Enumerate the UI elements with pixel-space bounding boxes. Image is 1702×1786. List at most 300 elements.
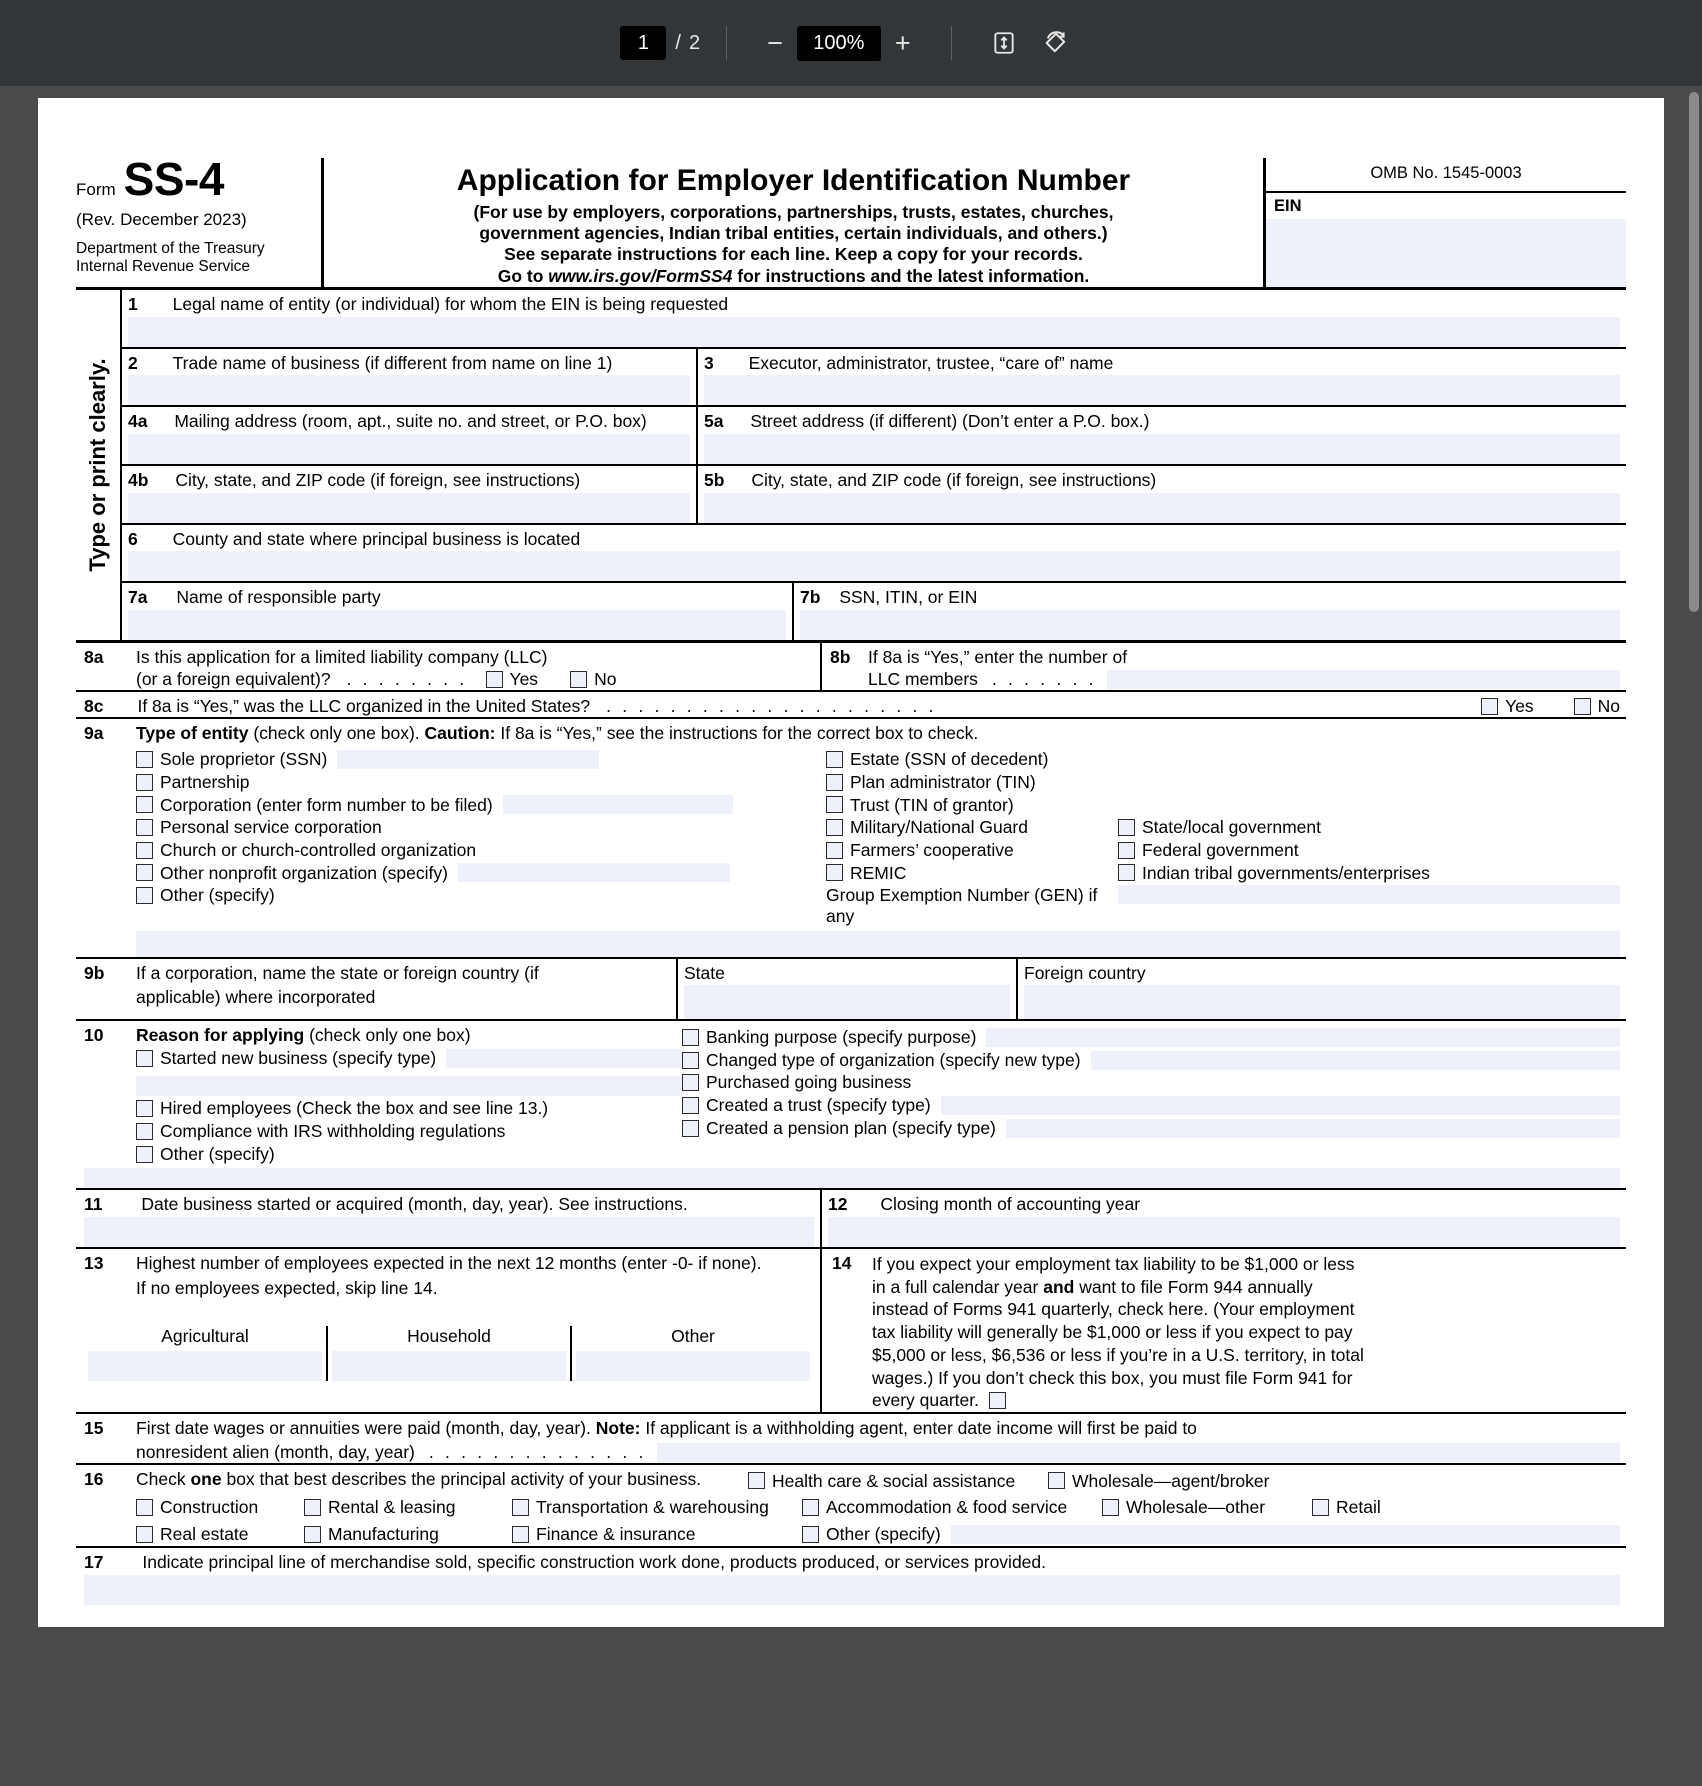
gen-input-wrap: [1118, 885, 1620, 904]
entity-option-plan-administrator[interactable]: [826, 772, 1118, 793]
foreign-country-input[interactable]: [1024, 985, 1620, 1019]
line-14-text-2a: in a full calendar year: [872, 1276, 1044, 1297]
line-9a-label: [136, 723, 1620, 744]
line-17-label: Indicate principal line of merchandise sold, specific construction work done, products produced, or services provided.: [142, 1552, 1047, 1573]
corporation-label: Corporation (enter form number to be filed): [160, 794, 493, 815]
state-local-gov-checkbox[interactable]: [1118, 819, 1135, 836]
purchased-going-business-label: Purchased going business: [706, 1072, 912, 1093]
started-new-business-extra-input[interactable]: [136, 1076, 682, 1096]
entity-option-indian-tribal[interactable]: [1118, 863, 1620, 884]
line-8a-no-checkbox[interactable]: [570, 671, 587, 688]
line-16-label-a: Check: [136, 1468, 191, 1489]
construction-checkbox[interactable]: [136, 1499, 153, 1516]
personal-service-corp-label: Personal service corporation: [160, 817, 382, 838]
page-bottom-clip: [76, 1605, 1626, 1627]
form-title-block: [324, 158, 1266, 287]
changed-type-label: Changed type of organization (specify new type): [706, 1049, 1081, 1070]
line-8a-label-1: Is this application for a limited liability company (LLC): [136, 646, 548, 667]
line-8c-no-checkbox[interactable]: [1574, 698, 1591, 715]
compliance-checkbox[interactable]: [136, 1123, 153, 1140]
farmers-coop-label: Farmers’ cooperative: [850, 839, 1014, 860]
accommodation-checkbox[interactable]: [802, 1499, 819, 1516]
line-4b-input[interactable]: [128, 493, 690, 523]
line-3-input[interactable]: [704, 375, 1620, 405]
health-care-label: Health care & social assistance: [772, 1470, 1016, 1491]
church-label: Church or church-controlled organization: [160, 839, 477, 860]
created-pension-plan-input[interactable]: [1006, 1119, 1620, 1138]
form-row-4a-5a: [122, 405, 1626, 464]
entity-option-corporation[interactable]: [136, 795, 826, 816]
corporation-input[interactable]: [503, 795, 733, 814]
line-7a-label: Name of responsible party: [176, 587, 381, 608]
form-row-9b: [76, 957, 1626, 1020]
line-11-input[interactable]: [84, 1217, 814, 1247]
form-row-10: [76, 1019, 1626, 1188]
form-word: Form: [76, 180, 116, 199]
wholesale-other-checkbox[interactable]: [1102, 1499, 1119, 1516]
real-estate-checkbox[interactable]: [136, 1526, 153, 1543]
activity-option-accommodation[interactable]: [802, 1497, 1102, 1518]
line-5b-label: City, state, and ZIP code (if foreign, see instructions): [751, 469, 1157, 490]
pdf-viewport: [0, 86, 1702, 1627]
created-pension-plan-label: Created a pension plan (specify type): [706, 1117, 996, 1138]
reason-other-specify-input[interactable]: [84, 1168, 1620, 1188]
form-row-7: [122, 581, 1626, 640]
line-1-number: 1: [128, 293, 138, 314]
created-trust-label: Created a trust (specify type): [706, 1095, 931, 1116]
line-16-label-b: box that best describes the principal activity of your business.: [221, 1468, 702, 1489]
entity-option-remic[interactable]: [826, 863, 1118, 884]
line-7a-input[interactable]: [128, 610, 786, 640]
line-8c-no-label: No: [1597, 696, 1620, 717]
omb-ein-block: [1266, 158, 1626, 287]
activity-option-manufacturing[interactable]: [304, 1524, 512, 1545]
line-2-label: Trade name of business (if different from name on line 1): [172, 352, 613, 373]
estate-label: Estate (SSN of decedent): [850, 749, 1049, 770]
scrollbar-thumb[interactable]: [1689, 92, 1699, 612]
line-8a-yes-checkbox[interactable]: [486, 671, 503, 688]
rental-leasing-checkbox[interactable]: [304, 1499, 321, 1516]
zoom-controls: [753, 26, 925, 61]
gen-input[interactable]: [1118, 885, 1620, 904]
activity-option-other[interactable]: [802, 1524, 1620, 1545]
line-15-text-b: If applicant is a withholding agent, enter date income will first be paid to: [640, 1418, 1197, 1439]
department-line-2: Internal Revenue Service: [76, 257, 251, 275]
line-9b-label-1: If a corporation, name the state or foreign country (if: [136, 962, 539, 983]
line-16-number: 16: [84, 1468, 104, 1489]
activity-option-retail[interactable]: [1312, 1497, 1620, 1518]
purchased-going-business-checkbox[interactable]: [682, 1074, 699, 1091]
line-9a-label-end: If 8a is “Yes,” see the instructions for the correct box to check.: [495, 722, 979, 743]
line-12-input[interactable]: [828, 1217, 1620, 1247]
field-state: [676, 959, 1016, 1020]
field-line-5b: [696, 466, 1626, 523]
field-line-1: [122, 290, 1626, 347]
line-4a-label: Mailing address (room, apt., suite no. and street, or P.O. box): [174, 411, 647, 432]
personal-service-corp-checkbox[interactable]: [136, 819, 153, 836]
sole-proprietor-checkbox[interactable]: [136, 751, 153, 768]
reason-option-created-trust[interactable]: [682, 1095, 1620, 1116]
fit-page-icon[interactable]: [984, 25, 1024, 61]
hired-employees-label: Hired employees (Check the box and see line 13.): [160, 1098, 549, 1119]
page-title: Application for Employer Identification Number: [456, 164, 1131, 197]
line-15-text-c: nonresident alien (month, day, year): [136, 1441, 415, 1462]
entity-other-checkbox[interactable]: [136, 887, 153, 904]
household-input[interactable]: [332, 1351, 566, 1381]
other-nonprofit-input[interactable]: [458, 863, 730, 882]
activity-option-real-estate[interactable]: [136, 1524, 304, 1545]
plan-administrator-label: Plan administrator (TIN): [850, 772, 1036, 793]
col-household-label: Household: [407, 1326, 491, 1347]
line-2-input[interactable]: [128, 375, 690, 405]
field-line-8a: [76, 643, 820, 690]
department-line-1: Department of the Treasury: [76, 239, 265, 257]
line-5a-input[interactable]: [704, 434, 1620, 464]
zoom-in-button[interactable]: +: [881, 30, 925, 57]
ein-label: EIN: [1274, 197, 1302, 216]
line-6-label: County and state where principal business is located: [172, 528, 581, 549]
field-line-7b: [792, 583, 1626, 640]
field-line-6: [122, 525, 1626, 582]
reason-option-purchased-going-business[interactable]: [682, 1072, 1620, 1093]
line-5b-number: 5b: [704, 469, 725, 490]
col-household: [326, 1326, 570, 1381]
form-row-17: [76, 1546, 1626, 1605]
line-14-text-2: [872, 1276, 1620, 1299]
col-agricultural: [84, 1326, 326, 1381]
form-row-2-3: [122, 347, 1626, 406]
line-9b-label-2: applicable) where incorporated: [136, 987, 376, 1008]
started-new-business-checkbox[interactable]: [136, 1050, 153, 1067]
rental-leasing-label: Rental & leasing: [328, 1497, 456, 1518]
entity-option-sole-proprietor[interactable]: [136, 749, 826, 770]
form-row-11-12: [76, 1188, 1626, 1247]
line-3-label: Executor, administrator, trustee, “care of” name: [748, 352, 1114, 373]
zoom-level[interactable]: 100%: [797, 26, 881, 61]
real-estate-label: Real estate: [160, 1523, 249, 1544]
reason-option-hired-employees[interactable]: [136, 1098, 682, 1119]
changed-type-checkbox[interactable]: [682, 1052, 699, 1069]
line-12-number: 12: [828, 1194, 848, 1215]
field-line-10: [76, 1021, 1626, 1188]
field-line-5a: [696, 407, 1626, 464]
manufacturing-checkbox[interactable]: [304, 1526, 321, 1543]
line-14-text-1: If you expect your employment tax liability to be $1,000 or less: [872, 1253, 1355, 1274]
entity-option-farmers-coop[interactable]: [826, 840, 1118, 861]
sole-proprietor-label: Sole proprietor (SSN): [160, 749, 328, 770]
page-separator: /: [675, 31, 681, 54]
line-8a-number: 8a: [84, 646, 104, 667]
pdf-toolbar: [0, 0, 1702, 86]
line-14-text-4: tax liability will generally be $1,000 or less if you expect to pay: [872, 1322, 1353, 1343]
entity-option-personal-service-corp[interactable]: [136, 817, 826, 838]
line-14-text-2c: want to file Form 944 annually: [1074, 1276, 1313, 1297]
field-line-13: [76, 1249, 820, 1412]
page-navigation: [620, 26, 700, 60]
federal-gov-label: Federal government: [1142, 839, 1299, 860]
church-checkbox[interactable]: [136, 842, 153, 859]
line-3-number: 3: [704, 352, 714, 373]
line-8c-number: 8c: [84, 696, 104, 717]
field-line-2: [122, 349, 696, 406]
line-8b-label-2: LLC members: [868, 669, 978, 690]
page-total: 2: [688, 31, 701, 54]
subtitle-line-4: [336, 266, 1251, 287]
line-15-note: Note:: [595, 1418, 641, 1439]
line-8a-label-2: (or a foreign equivalent)?: [136, 669, 331, 690]
form-header: [76, 153, 1626, 287]
line-10-number: 10: [84, 1025, 104, 1046]
omb-number: OMB No. 1545-0003: [1266, 158, 1626, 193]
reason-option-changed-type[interactable]: [682, 1050, 1620, 1071]
sidebar-type-or-print: [76, 290, 122, 640]
field-line-4a: [122, 407, 696, 464]
line-17-number: 17: [84, 1552, 104, 1573]
field-line-8b: [820, 643, 1626, 690]
finance-insurance-label: Finance & insurance: [536, 1523, 696, 1544]
form-page: [38, 98, 1664, 1627]
entity-option-state-local-gov[interactable]: [1118, 817, 1620, 838]
field-line-17: [76, 1548, 1626, 1605]
line-4b-label: City, state, and ZIP code (if foreign, see instructions): [175, 469, 581, 490]
remic-label: REMIC: [850, 862, 907, 883]
form-row-9a: [76, 717, 1626, 957]
line-5b-input[interactable]: [704, 493, 1620, 523]
other-nonprofit-checkbox[interactable]: [136, 864, 153, 881]
indian-tribal-checkbox[interactable]: [1118, 864, 1135, 881]
line-15-dots: . . . . . . . . . . . . . .: [428, 1441, 647, 1462]
activity-option-rental-leasing[interactable]: [304, 1497, 512, 1518]
finance-insurance-checkbox[interactable]: [512, 1526, 529, 1543]
line-11-label: Date business started or acquired (month, day, year). See instructions.: [141, 1194, 688, 1215]
entity-option-federal-gov[interactable]: [1118, 840, 1620, 861]
form-row-15: [76, 1412, 1626, 1462]
activity-other-input[interactable]: [951, 1525, 1620, 1544]
hired-employees-checkbox[interactable]: [136, 1100, 153, 1117]
line-9a-number: 9a: [84, 722, 104, 743]
entity-option-estate[interactable]: [826, 749, 1118, 770]
entity-option-church[interactable]: [136, 840, 826, 861]
page-number-input[interactable]: [620, 26, 666, 60]
field-line-15: [76, 1414, 1626, 1462]
line-15-number: 15: [84, 1418, 104, 1439]
line-16-label-bold: one: [190, 1468, 222, 1489]
zoom-out-button[interactable]: −: [753, 30, 797, 57]
entity-option-partnership[interactable]: [136, 772, 826, 793]
partnership-label: Partnership: [160, 772, 250, 793]
line-15-text-a: First date wages or annuities were paid (month, day, year).: [136, 1418, 596, 1439]
field-line-7a: [122, 583, 792, 640]
reason-option-other[interactable]: [136, 1144, 682, 1165]
line-16-label: [136, 1469, 748, 1490]
created-trust-input[interactable]: [941, 1096, 1620, 1115]
line-6-input[interactable]: [128, 551, 1620, 581]
line-8c-dots: . . . . . . . . . . . . . . . . . . . . .: [606, 696, 937, 717]
field-line-14: [820, 1249, 1626, 1412]
banking-input[interactable]: [986, 1028, 1620, 1047]
reason-option-created-pension-plan[interactable]: [682, 1118, 1620, 1139]
form-row-16: [76, 1463, 1626, 1547]
line-15-input[interactable]: [657, 1443, 1620, 1462]
line-8b-dots: . . . . . . .: [991, 669, 1097, 690]
state-label: State: [684, 962, 725, 983]
col-agricultural-label: Agricultural: [161, 1326, 249, 1347]
remic-checkbox[interactable]: [826, 864, 843, 881]
form-number: SS-4: [123, 153, 224, 205]
activity-option-wholesale-agent[interactable]: [1048, 1471, 1620, 1492]
field-foreign-country: [1016, 959, 1626, 1020]
line-10-label-rest: (check only one box): [304, 1025, 471, 1046]
wholesale-agent-label: Wholesale—agent/broker: [1072, 1470, 1270, 1491]
banking-label: Banking purpose (specify purpose): [706, 1027, 977, 1048]
line-8c-yes-label: Yes: [1505, 696, 1534, 717]
gen-label-wrap: [826, 885, 1118, 926]
created-trust-checkbox[interactable]: [682, 1097, 699, 1114]
reason-option-compliance[interactable]: [136, 1121, 682, 1142]
rotate-icon[interactable]: [1036, 25, 1076, 61]
line-14-number: 14: [832, 1252, 852, 1273]
activity-other-checkbox[interactable]: [802, 1526, 819, 1543]
line-14-text-6: wages.) If you don’t check this box, you must file Form 941 for: [872, 1367, 1353, 1388]
form-revision: (Rev. December 2023): [76, 209, 247, 229]
reason-option-banking[interactable]: [682, 1027, 1620, 1048]
started-new-business-input[interactable]: [446, 1049, 682, 1068]
activity-option-health-care[interactable]: [748, 1471, 1048, 1492]
estate-checkbox[interactable]: [826, 751, 843, 768]
partnership-checkbox[interactable]: [136, 774, 153, 791]
other-nonprofit-label: Other nonprofit organization (specify): [160, 862, 448, 883]
wholesale-agent-checkbox[interactable]: [1048, 1472, 1065, 1489]
farmers-coop-checkbox[interactable]: [826, 842, 843, 859]
agricultural-input[interactable]: [88, 1351, 322, 1381]
reason-other-checkbox[interactable]: [136, 1146, 153, 1163]
form-row-13-14: [76, 1247, 1626, 1412]
line-8a-no-label: No: [594, 669, 617, 690]
plan-administrator-checkbox[interactable]: [826, 774, 843, 791]
line-1-label: Legal name of entity (or individual) for whom the EIN is being requested: [172, 293, 729, 314]
activity-option-construction[interactable]: [136, 1497, 304, 1518]
sole-proprietor-input[interactable]: [337, 750, 599, 769]
changed-type-input[interactable]: [1091, 1051, 1620, 1070]
reason-other-label: Other (specify): [160, 1143, 275, 1164]
line-7b-label: SSN, ITIN, or EIN: [839, 587, 978, 608]
entity-option-other-nonprofit[interactable]: [136, 863, 826, 884]
entity-option-military[interactable]: [826, 817, 1118, 838]
construction-label: Construction: [160, 1497, 259, 1518]
line-15-text-top: [136, 1418, 1620, 1439]
form-row-4b-5b: [122, 464, 1626, 523]
line-5a-label: Street address (if different) (Don’t enter a P.O. box.): [750, 411, 1150, 432]
wholesale-other-label: Wholesale—other: [1126, 1497, 1266, 1518]
form-row-8a-8b: [76, 640, 1626, 690]
transportation-checkbox[interactable]: [512, 1499, 529, 1516]
line-1-input[interactable]: [128, 317, 1620, 347]
banking-checkbox[interactable]: [682, 1029, 699, 1046]
col-other: [570, 1326, 814, 1381]
form-row-6: [122, 523, 1626, 582]
entity-other-label: Other (specify): [160, 885, 275, 906]
line-17-input[interactable]: [84, 1575, 1620, 1605]
line-8b-input[interactable]: [1107, 670, 1620, 689]
retail-label: Retail: [1336, 1497, 1381, 1518]
line-2-number: 2: [128, 352, 138, 373]
line-11-number: 11: [84, 1194, 103, 1215]
line-6-number: 6: [128, 528, 138, 549]
reason-option-started-new-business[interactable]: [136, 1048, 682, 1069]
form-row-8c: [76, 690, 1626, 717]
form-body: [76, 287, 1626, 640]
line-10-label-bold: Reason for applying: [136, 1025, 305, 1046]
started-new-business-label: Started new business (specify type): [160, 1047, 437, 1068]
line-9a-caution: Caution:: [424, 722, 496, 743]
transportation-label: Transportation & warehousing: [536, 1497, 769, 1518]
state-input[interactable]: [684, 985, 1010, 1019]
scrollbar-track[interactable]: [1686, 86, 1702, 1786]
subtitle-line-1: (For use by employers, corporations, partnerships, trusts, estates, churches,: [473, 201, 1114, 222]
corporation-checkbox[interactable]: [136, 796, 153, 813]
entity-option-trust[interactable]: [826, 795, 1118, 816]
military-checkbox[interactable]: [826, 819, 843, 836]
trust-label: Trust (TIN of grantor): [850, 794, 1014, 815]
sidebar-label: Type or print clearly.: [85, 358, 111, 572]
ein-input[interactable]: [1266, 219, 1626, 287]
line-7a-number: 7a: [128, 587, 148, 608]
retail-checkbox[interactable]: [1312, 1499, 1329, 1516]
activity-option-wholesale-other[interactable]: [1102, 1497, 1312, 1518]
created-pension-plan-checkbox[interactable]: [682, 1120, 699, 1137]
health-care-checkbox[interactable]: [748, 1472, 765, 1489]
line-4b-number: 4b: [128, 469, 149, 490]
col-other-label: Other: [671, 1326, 715, 1347]
federal-gov-checkbox[interactable]: [1118, 842, 1135, 859]
field-line-3: [696, 349, 1626, 406]
other-employees-input[interactable]: [576, 1351, 810, 1381]
entity-option-other[interactable]: [136, 885, 826, 906]
line-8c-label: If 8a is “Yes,” was the LLC organized in the United States?: [137, 696, 591, 717]
manufacturing-label: Manufacturing: [328, 1523, 439, 1544]
activity-option-transportation[interactable]: [512, 1497, 802, 1518]
line-5a-number: 5a: [704, 411, 724, 432]
activity-option-finance-insurance[interactable]: [512, 1524, 802, 1545]
goto-text-end: for instructions and the latest information.: [732, 265, 1090, 286]
activity-other-label: Other (specify): [826, 1523, 941, 1544]
accommodation-label: Accommodation & food service: [826, 1497, 1068, 1518]
line-14-text-5: $5,000 or less, $6,536 or less if you’re in a U.S. territory, in total: [872, 1344, 1364, 1365]
field-line-9a: [76, 719, 1626, 957]
line-4a-input[interactable]: [128, 434, 690, 464]
line-9b-number: 9b: [84, 962, 105, 983]
field-line-16: [76, 1465, 1626, 1547]
trust-checkbox[interactable]: [826, 796, 843, 813]
line-7b-input[interactable]: [800, 610, 1620, 640]
entity-other-specify-input[interactable]: [136, 931, 1620, 957]
line-7b-number: 7b: [800, 587, 821, 608]
field-line-12: [820, 1190, 1626, 1247]
toolbar-divider-2: [951, 26, 952, 60]
line-13-number: 13: [84, 1252, 104, 1273]
compliance-label: Compliance with IRS withholding regulations: [160, 1121, 506, 1142]
irs-url: www.irs.gov/FormSS4: [548, 265, 733, 286]
field-line-11: [76, 1190, 820, 1247]
state-local-gov-label: State/local government: [1142, 817, 1321, 838]
indian-tribal-label: Indian tribal governments/enterprises: [1142, 862, 1430, 883]
form-944-checkbox[interactable]: [989, 1392, 1006, 1409]
line-8c-yes-checkbox[interactable]: [1481, 698, 1498, 715]
line-9a-label-bold: Type of entity: [136, 722, 249, 743]
line-8b-label-1: If 8a is “Yes,” enter the number of: [868, 646, 1128, 667]
gen-label: Group Exemption Number (GEN) if any: [826, 885, 1098, 926]
line-14-text-3: instead of Forms 941 quarterly, check here. (Your employment: [872, 1299, 1355, 1320]
